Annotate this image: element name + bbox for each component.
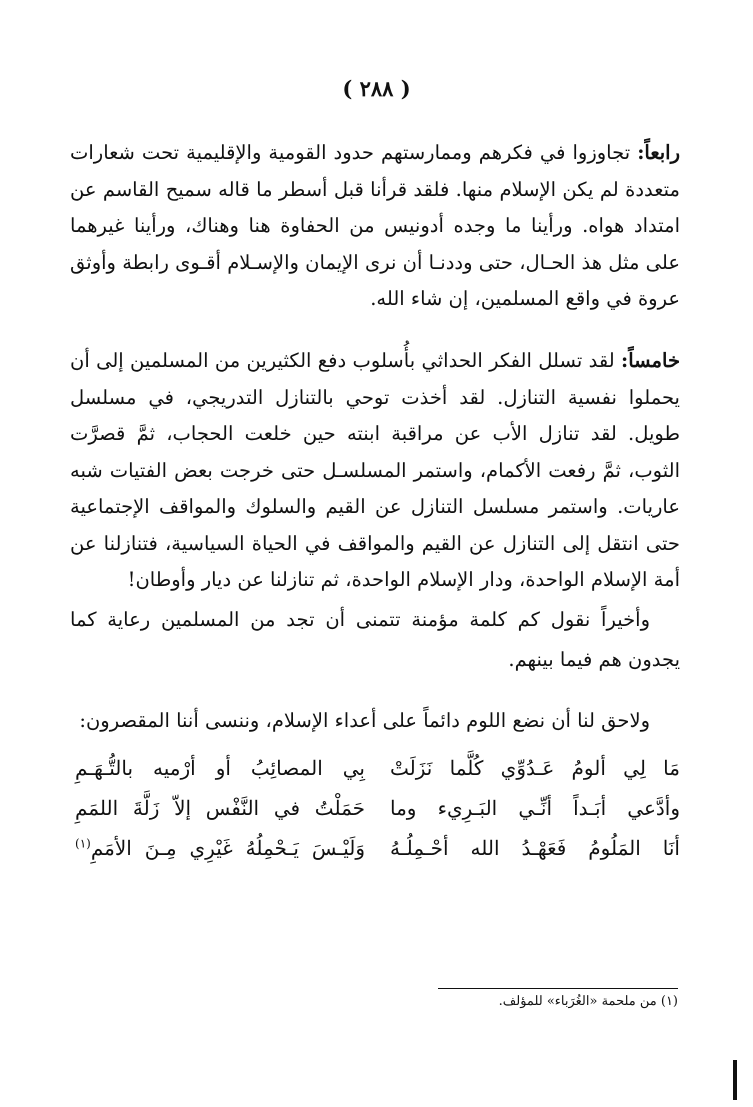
paragraph-fourth	[70, 135, 680, 318]
poem	[75, 756, 680, 876]
poem-verse	[75, 796, 680, 836]
paragraph-poem-intro	[70, 703, 680, 740]
poem-second-hemistich	[75, 836, 365, 860]
poem-second-hemistich-text: وَلَيْـسَ يَـحْمِلُهُ غَيْرِي مِـنَ الأمَمِ	[90, 836, 365, 860]
paragraph-text: تجاوزوا في فكرهم وممارستهم حدود القومية والإقليمية تحت شعارات متعددة لم يكن الإسلام منها. فلقد قرأنا قبل أسطر ما قاله سميح القاسم عن امتداد هواه. ورأينا ما وجده أدونيس من الحفاوة هنا وهناك، ورأينا غيرهما على مثل هذ الحـال، حتى وددنـا أن نرى الإيمان والإسـلام أقـوى رابطة وأوثق عروة في واقع المسلمين، إن شاء الله.	[70, 141, 680, 310]
page-number: ( ٢٨٨ )	[342, 76, 411, 101]
poem-verse	[75, 756, 680, 796]
poem-first-hemistich: أنَا المَلُومُ فَعَهْـدُ الله أحْـمِلُـهُ	[390, 836, 680, 860]
paragraph-finally	[70, 600, 680, 680]
poem-first-hemistich: وأدَّعي أبَـداً أنِّـي البَـرِيء وما	[390, 796, 680, 820]
paragraph-fifth	[70, 343, 680, 599]
paragraph-text: لقد تسلل الفكر الحداثي بأُسلوب دفع الكثيرين من المسلمين إلى أن يحملوا نفسية التنازل. لقد أخذت توحي بالتنازل التدريجي، في مسلسل طويل. لقد تنازل الأب عن مراقبة ابنته حين خلعت الحجاب، ثمَّ قصرَّت الثوب، ثمَّ رفعت الأكمام، واستمر المسلسـل حتى خرجت بعض الفتيات شبه عاريات. واستمر مسلسل التنازل عن القيم والسلوك والمواقف الإجتماعية حتى انتقل إلى التنازل عن القيم والمواقف في الحياة السياسية، فتنازلنا عن أمة الإسلام الواحدة، ودار الإسلام الواحدة، ثم تنازلنا عن ديار وأوطان!	[70, 349, 680, 591]
poem-verse	[75, 836, 680, 876]
footnote-divider	[438, 988, 678, 989]
poem-first-hemistich: مَا لِي ألومُ عَـدُوِّي كُلَّما نَزَلَتْ	[390, 756, 680, 780]
footnote-reference-mark: (١)	[75, 836, 91, 851]
page-edge-mark	[733, 1060, 737, 1100]
paragraph-lead: خامساً:	[621, 349, 680, 372]
paragraph-text: ولاحق لنا أن نضع اللوم دائماً على أعداء الإسلام، وننسى أننا المقصرون:	[79, 709, 650, 732]
paragraph-text: وأخيراً نقول كم كلمة مؤمنة تتمنى أن تجد من المسلمين رعاية كما يجدون هم فيما بينهم.	[70, 608, 680, 671]
footnote: (١) من ملحمة «الغُرَباء» للمؤلف.	[498, 994, 678, 1009]
poem-second-hemistich: بِي المصائِبُ أو أرْميه بالتُّـهَـمِ	[75, 756, 365, 780]
poem-second-hemistich: حَمَلْتُ في النَّفْس إلاّ زَلَّةَ اللمَمِ	[75, 796, 365, 820]
paragraph-lead: رابعاً:	[637, 141, 680, 164]
